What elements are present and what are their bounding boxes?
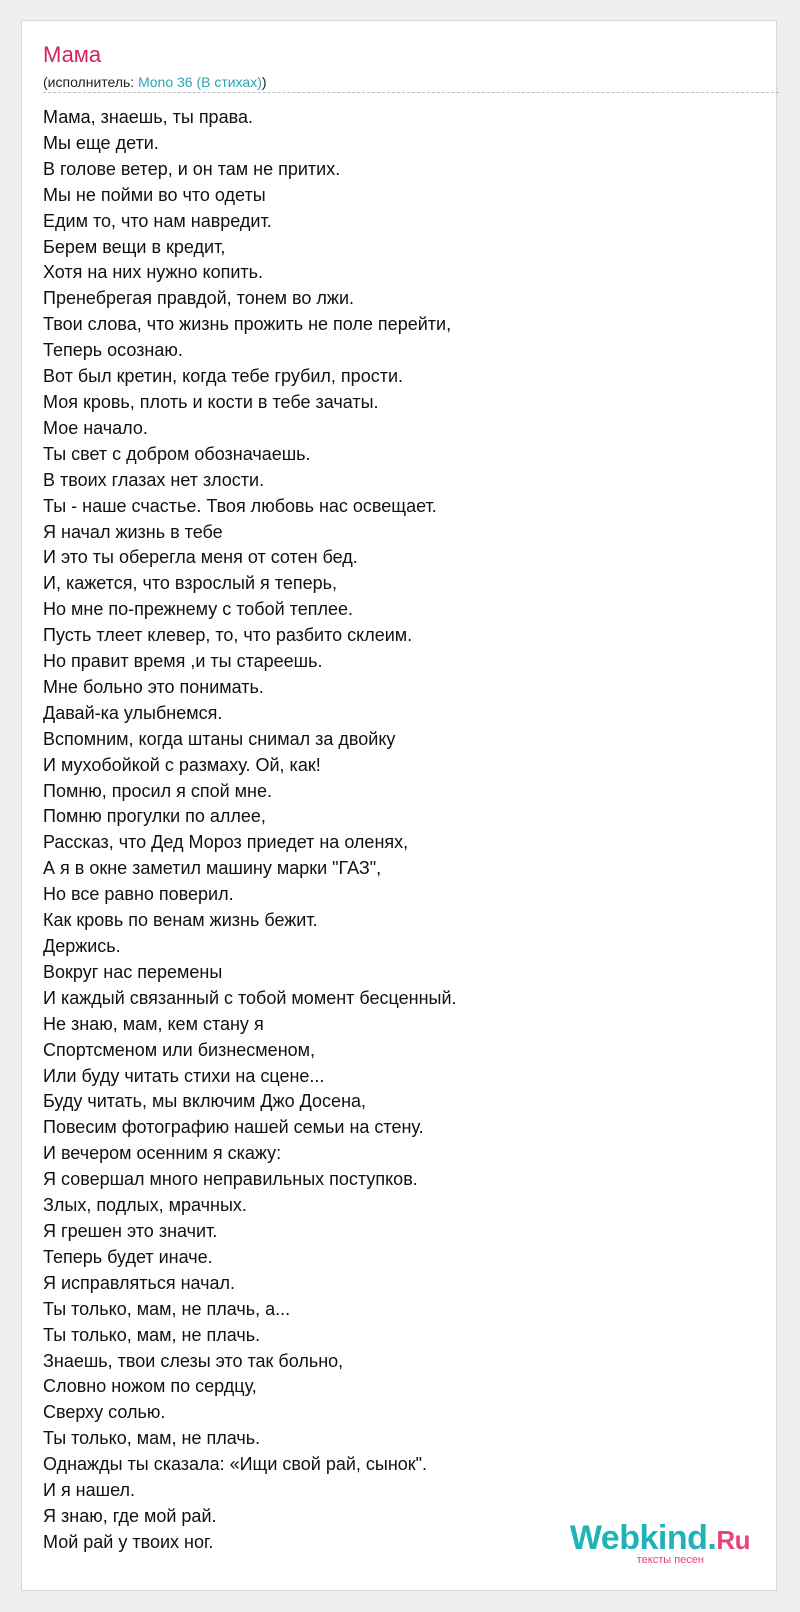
lyric-line: И я нашел. — [43, 1480, 135, 1501]
lyric-line: Мне больно это понимать. — [43, 676, 264, 697]
lyric-line: Теперь будет иначе. — [43, 1246, 213, 1267]
logo-brand: Webkind — [569, 1519, 708, 1557]
lyric-line: Едим то, что нам навредит. — [43, 210, 272, 231]
lyric-line: Как кровь по венам жизнь бежит. — [43, 910, 318, 931]
lyric-line: Давай-ка улыбнемся. — [43, 702, 223, 723]
lyric-line: Мама, знаешь, ты права. — [43, 107, 253, 127]
lyric-line: В твоих глазах нет злости. — [43, 469, 265, 490]
lyric-line: Но все равно поверил. — [43, 884, 234, 905]
lyric-line: И вечером осенним я скажу: — [43, 1143, 282, 1164]
lyric-line: Я совершал много неправильных поступков. — [43, 1169, 418, 1190]
lyric-line: Ты только, мам, не плачь. — [43, 1324, 261, 1345]
logo-dot: . — [707, 1519, 717, 1557]
lyric-line: И это ты оберегла меня от сотен бед. — [43, 547, 358, 568]
lyric-line: Пренебрегая правдой, тонем во лжи. — [43, 288, 355, 309]
lyric-line: Вокруг нас перемены — [43, 961, 223, 982]
lyric-line: Ты только, мам, не плачь, а... — [43, 1298, 291, 1319]
lyric-line: Или буду читать стихи на сцене... — [43, 1065, 325, 1086]
artist-link[interactable]: Mono 36 (В стихах) — [138, 74, 262, 90]
lyric-line: Рассказ, что Дед Мороз приедет на оленях, — [43, 832, 409, 853]
title-divider — [43, 92, 779, 93]
lyric-line: Ты - наше счастье. Твоя любовь нас освещает. — [43, 495, 437, 516]
artist-byline — [43, 73, 267, 91]
lyric-line: Но мне по-прежнему с тобой теплее. — [43, 599, 353, 620]
lyric-line: Сверху солью. — [43, 1402, 166, 1423]
lyric-line: Я знаю, где мой рай. — [43, 1505, 217, 1526]
lyric-line: Берем вещи в кредит, — [43, 236, 226, 257]
lyric-line: А я в окне заметил машину марки "ГАЗ", — [43, 858, 382, 879]
lyric-line: Мой рай у твоих ног. — [43, 1531, 214, 1552]
lyric-line: Теперь осознаю. — [43, 340, 183, 361]
lyric-line: Буду читать, мы включим Джо Досена, — [43, 1091, 367, 1112]
byline-prefix: (исполнитель: — [43, 74, 139, 90]
logo-tagline: тексты песен — [636, 1554, 704, 1566]
lyric-line: Однажды ты сказала: «Ищи свой рай, сынок". — [43, 1454, 428, 1475]
lyric-line: Злых, подлых, мрачных. — [43, 1195, 247, 1216]
lyric-line: Мое начало. — [43, 417, 148, 438]
lyric-line: Хотя на них нужно копить. — [43, 262, 264, 283]
lyric-line: Пусть тлеет клевер, то, что разбито склеим. — [43, 625, 413, 646]
lyric-line: Вспомним, когда штаны снимал за двойку — [43, 728, 396, 749]
lyric-line: Мы еще дети. — [43, 132, 159, 153]
lyrics-text — [43, 105, 457, 1556]
lyric-line: Мы не пойми во что одеты — [43, 184, 266, 205]
lyrics-card — [21, 20, 777, 1591]
lyric-line: Ты только, мам, не плачь. — [43, 1428, 261, 1449]
logo-tld: Ru — [716, 1525, 750, 1555]
lyric-line: Помню, просил я спой мне. — [43, 780, 272, 801]
lyric-line: Я грешен это значит. — [43, 1220, 218, 1241]
lyric-line: Вот был кретин, когда тебе грубил, прости. — [43, 366, 403, 387]
lyric-line: Спортсменом или бизнесменом, — [43, 1039, 316, 1060]
lyric-line: В голове ветер, и он там не притих. — [43, 158, 341, 179]
byline-suffix: ) — [261, 74, 267, 90]
lyric-line: Знаешь, твои слезы это так больно, — [43, 1350, 344, 1371]
song-title: Мама — [43, 42, 102, 67]
lyric-line: Я исправляться начал. — [43, 1272, 236, 1293]
lyric-line: Моя кровь, плоть и кости в тебе зачаты. — [43, 391, 379, 412]
lyric-line: Держись. — [43, 936, 121, 956]
lyric-line: Но правит время ,и ты стареешь. — [43, 651, 323, 672]
logo-wordmark — [570, 1520, 750, 1558]
lyric-line: Не знаю, мам, кем стану я — [43, 1013, 264, 1034]
lyric-line: Помню прогулки по аллее, — [43, 806, 266, 827]
lyric-line: Твои слова, что жизнь прожить не поле перейти, — [43, 314, 452, 335]
lyric-line: И, кажется, что взрослый я теперь, — [43, 573, 337, 594]
lyric-line: Словно ножом по сердцу, — [43, 1376, 257, 1397]
webkind-logo — [560, 1520, 750, 1568]
lyric-line: И каждый связанный с тобой момент бесценный. — [43, 987, 457, 1008]
lyric-line: И мухобойкой с размаху. Ой, как! — [43, 754, 321, 775]
lyric-line: Ты свет с добром обозначаешь. — [43, 443, 311, 464]
lyric-line: Я начал жизнь в тебе — [43, 521, 223, 542]
lyric-line: Повесим фотографию нашей семьи на стену. — [43, 1117, 424, 1138]
